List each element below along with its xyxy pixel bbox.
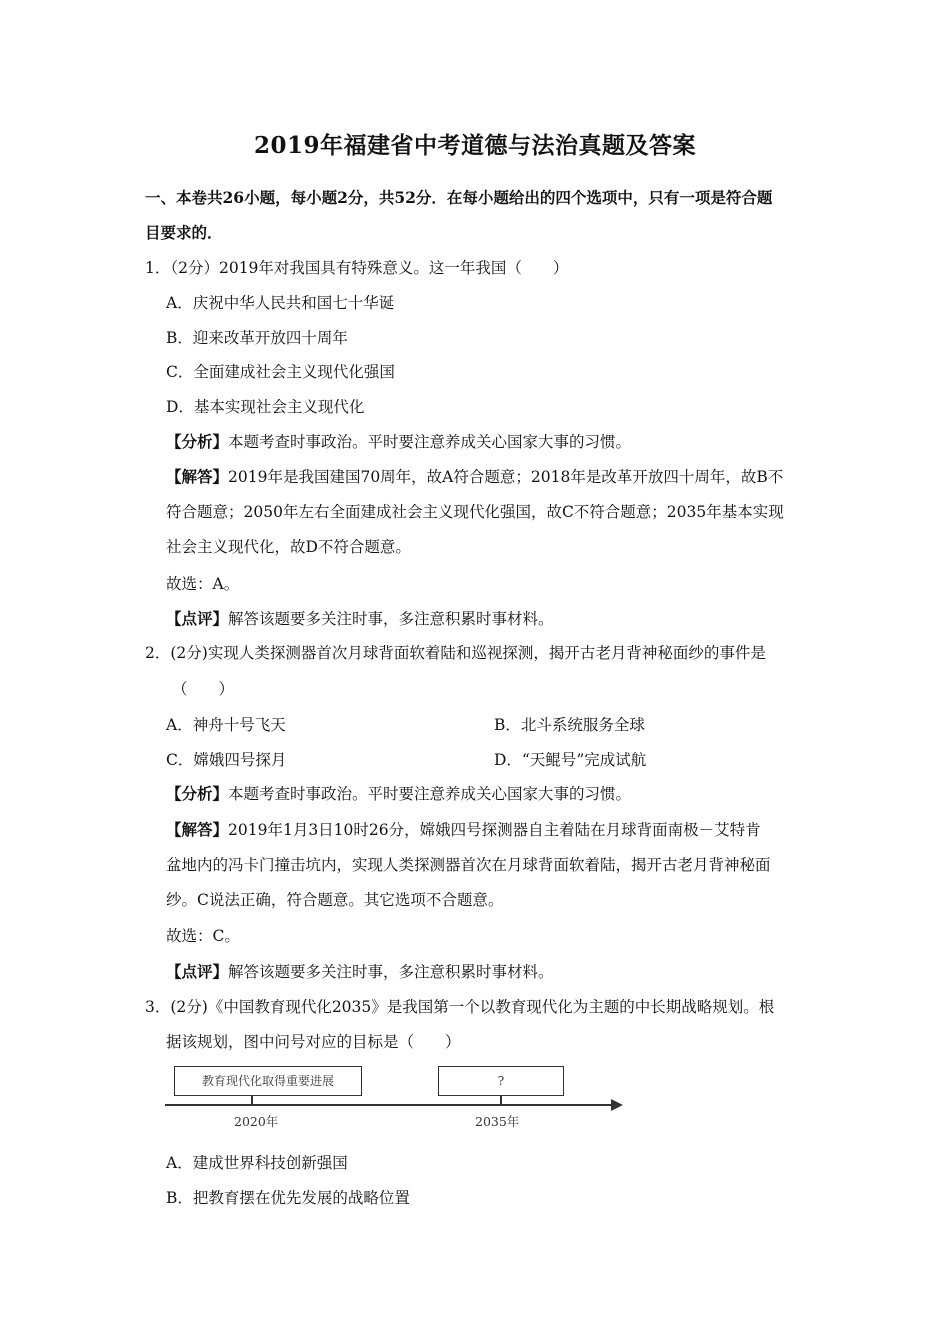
q2-option-b: B．北斗系统服务全球 xyxy=(494,716,645,734)
comment-tag: 【点评】 xyxy=(166,609,229,628)
q2-option-d: D．“天鲲号”完成试航 xyxy=(494,751,647,769)
comment-tag: 【点评】 xyxy=(166,962,229,981)
q1-choice: 故选：A。 xyxy=(166,575,240,593)
timeline-arrow-icon xyxy=(611,1099,623,1111)
q1-answer-line2: 符合题意；2050年左右全面建成社会主义现代化强国，故C不符合题意；2035年基本实现 xyxy=(166,503,784,521)
timeline-box-2020: 教育现代化取得重要进展 xyxy=(174,1066,362,1096)
q2-answer-line2: 盆地内的冯卡门撞击坑内，实现人类探测器首次在月球背面软着陆，揭开古老月背神秘面 xyxy=(166,856,771,874)
q1-option-d: D．基本实现社会主义现代化 xyxy=(166,398,365,416)
q1-option-a: A．庆祝中华人民共和国七十华诞 xyxy=(166,294,395,312)
answer-text: 2019年1月3日10时26分，嫦娥四号探测器自主着陆在月球背面南极－艾特肯 xyxy=(228,821,761,839)
answer-tag: 【解答】 xyxy=(166,467,229,486)
q2-answer-line3: 纱。C说法正确，符合题意。其它选项不合题意。 xyxy=(166,891,504,909)
analysis-text: 本题考查时事政治。平时要注意养成关心国家大事的习惯。 xyxy=(228,785,632,803)
answer-text: 2019年是我国建国70周年，故A符合题意；2018年是改革开放四十周年，故B不 xyxy=(228,468,784,486)
timeline-axis xyxy=(165,1104,613,1106)
section-header-line1: 一、本卷共26小题，每小题2分，共52分．在每小题给出的四个选项中，只有一项是符合题 xyxy=(145,188,773,207)
timeline-year-2020: 2020年 xyxy=(234,1114,279,1129)
q3-option-b: B．把教育摆在优先发展的战略位置 xyxy=(166,1189,410,1207)
q2-stem: 2．(2分)实现人类探测器首次月球背面软着陆和巡视探测，揭开古老月背神秘面纱的事件是 xyxy=(145,644,766,662)
timeline-box-2035: ? xyxy=(438,1066,564,1096)
q1-analysis xyxy=(166,430,631,452)
analysis-text: 本题考查时事政治。平时要注意养成关心国家大事的习惯。 xyxy=(228,433,632,451)
q3-option-a: A．建成世界科技创新强国 xyxy=(166,1154,348,1172)
q3-stem-line2: 据该规划，图中问号对应的目标是（ ） xyxy=(166,1033,461,1051)
answer-tag: 【解答】 xyxy=(166,820,229,839)
q2-comment xyxy=(166,960,554,982)
q1-answer-line3: 社会主义现代化，故D不符合题意。 xyxy=(166,538,411,556)
analysis-tag: 【分析】 xyxy=(166,432,229,451)
q2-option-a: A．神舟十号飞天 xyxy=(166,716,286,734)
comment-text: 解答该题要多关注时事，多注意积累时事材料。 xyxy=(228,963,554,981)
q1-option-c: C．全面建成社会主义现代化强国 xyxy=(166,363,395,381)
page-title: 2019年福建省中考道德与法治真题及答案 xyxy=(253,132,696,159)
q1-stem: 1．（2分）2019年对我国具有特殊意义。这一年我国（ ） xyxy=(145,259,569,277)
q2-answer-line1 xyxy=(166,818,761,840)
analysis-tag: 【分析】 xyxy=(166,784,229,803)
comment-text: 解答该题要多关注时事，多注意积累时事材料。 xyxy=(228,610,554,628)
q1-comment xyxy=(166,607,554,629)
section-header-line2: 目要求的． xyxy=(145,223,223,242)
q1-answer-line1 xyxy=(166,465,783,487)
q2-stem-paren: （ ） xyxy=(172,680,235,698)
q2-choice: 故选：C。 xyxy=(166,927,240,945)
q1-option-b: B．迎来改革开放四十周年 xyxy=(166,329,348,347)
q3-stem-line1: 3．(2分)《中国教育现代化2035》是我国第一个以教育现代化为主题的中长期战略规划。根 xyxy=(145,998,775,1016)
timeline-year-2035: 2035年 xyxy=(475,1114,520,1129)
q2-analysis xyxy=(166,782,631,804)
q2-option-c: C．嫦娥四号探月 xyxy=(166,751,287,769)
